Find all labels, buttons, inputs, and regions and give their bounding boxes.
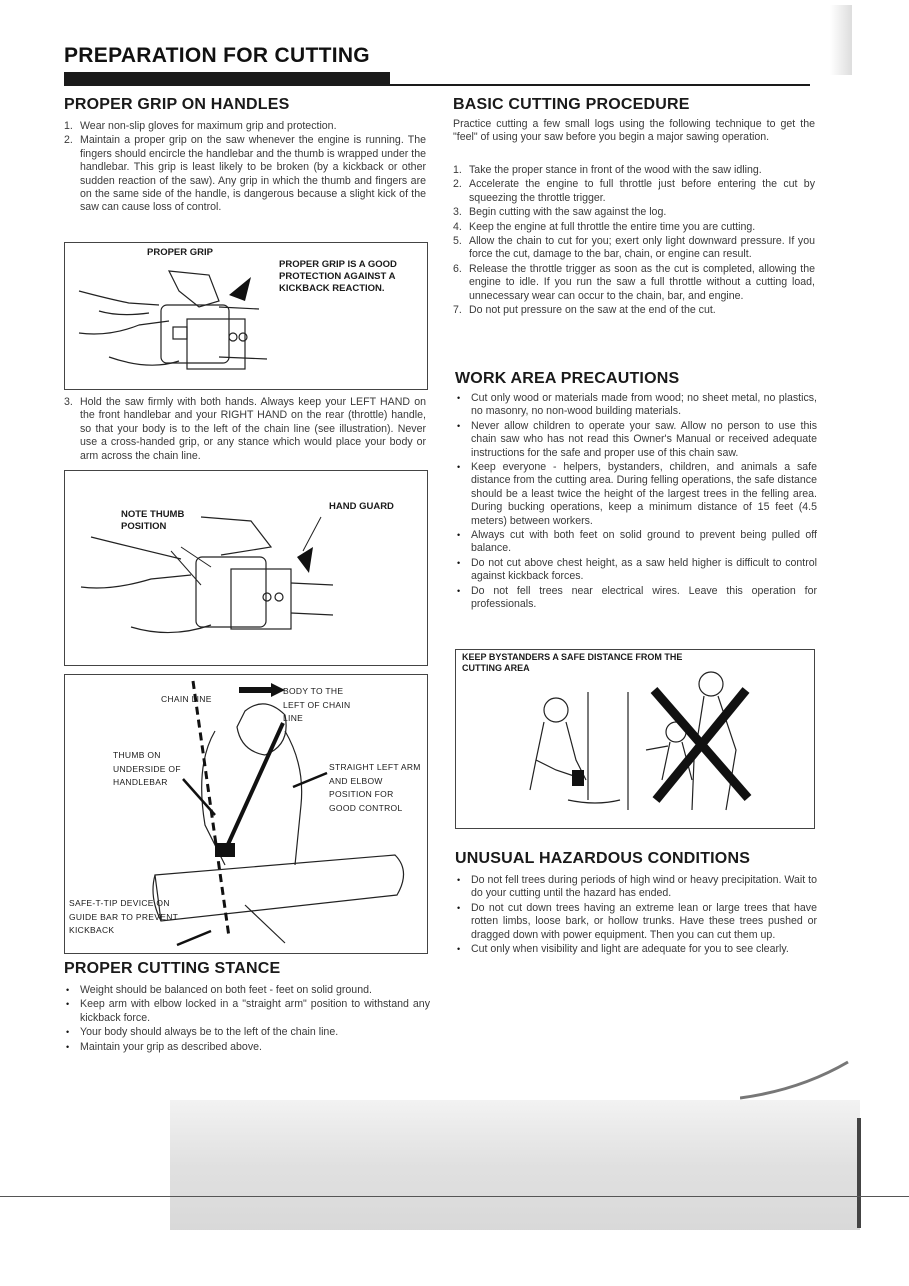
item-number: 7. [453,304,462,317]
item-number: 4. [453,220,462,233]
scan-page-curl [740,1060,850,1100]
item-text: Maintain a proper grip on the saw whenever the engine is running. The fingers should encircle the handlebar and the thumb is wrapped under the handlebar. This grip is least likely to be broken (by a kickback or other sudden reaction of the saw). Any grip in which the thumb and fingers are on the same side of the handle, is dangerous because a slight kick of the saw can cause loss of control. [80,134,426,214]
grip-list-continued [64,396,426,464]
item-number: 6. [453,262,462,275]
list-item [64,998,430,1025]
figure-chain-line [64,674,428,954]
item-text: Accelerate the engine to full throttle just before entering the cut by squeezing the throttle trigger. [469,178,815,204]
figure-caption: PROPER GRIP IS A GOOD PROTECTION AGAINST A KICKBACK REACTION. [279,259,397,294]
bystanders-illustration [456,650,814,828]
item-number: 5. [453,235,462,248]
label-hand-guard: HAND GUARD [329,501,394,512]
list-item [453,164,815,177]
bullet-icon: • [457,462,461,473]
list-item [455,557,817,584]
work-area-list [455,392,817,613]
heading-hazardous: UNUSUAL HAZARDOUS CONDITIONS [455,850,751,867]
list-item [455,902,817,942]
item-text: Take the proper stance in front of the wood with the saw idling. [469,164,762,176]
scan-shadow-edge [857,1118,861,1228]
heading-work-area: WORK AREA PRECAUTIONS [455,370,680,387]
item-text: Do not cut down trees having an extreme lean or large trees that have rotten limbs, loose bark, or hollow trunks. Have these trees pushed or dragged down with power equipment. Then you can cut them up. [471,901,817,941]
label-thumb-position: NOTE THUMB POSITION [121,509,185,532]
chain-line-illustration [65,675,427,953]
label-straight-arm: STRAIGHT LEFT ARM AND ELBOW POSITION FOR GOOD CONTROL [329,762,421,813]
list-item [453,304,815,317]
bullet-icon: • [457,585,461,596]
bullet-icon: • [66,985,70,995]
heading-proper-grip: PROPER GRIP ON HANDLES [64,96,290,113]
chainsaw-grip-illustration [69,261,279,385]
basic-intro [453,118,815,145]
item-text: Always cut with both feet on solid ground to prevent being pulled off balance. [471,529,817,555]
list-item [455,420,817,460]
list-item [455,529,817,556]
page-bottom-rule [0,1196,909,1197]
hazard-list [455,874,817,957]
figure-bystanders [455,649,815,829]
item-number: 3. [64,396,73,408]
list-item [453,263,815,303]
item-text: Do not fell trees during periods of high wind or heavy precipitation. Wait to do your cutting until the hazard has ended. [471,874,817,900]
item-text: Your body should always be to the left of the chain line. [80,1026,339,1039]
bullet-icon: • [457,393,461,403]
item-text: Hold the saw firmly with both hands. Always keep your LEFT HAND on the front handlebar and your RIGHT HAND on the rear (throttle) handle, so that your body is to the left of the chain line (see illustration). Never use a cross-handed grip, or any stance which would place your body or arm across the chain line. [80,396,426,462]
item-number: 3. [453,206,462,219]
label-chain-line: CHAIN LINE [161,694,212,704]
scan-shadow-strip [170,1100,860,1230]
item-text: Begin cutting with the saw against the log. [469,206,667,219]
bullet-icon: • [457,875,461,885]
item-text: Do not put pressure on the saw at the end of the cut. [469,304,716,317]
item-text: Release the throttle trigger as soon as the cut is completed, allowing the engine to idle. If you run the saw a full throttle without a cutting load, unnecessary wear can occur to the chain, bar, and engine. [469,262,815,302]
title-bar [64,72,390,86]
list-item [455,585,817,612]
list-item [64,120,426,133]
figure-proper-grip [64,242,428,390]
item-number: 2. [453,178,462,191]
item-text: Keep everyone - helpers, bystanders, children, and animals a safe distance from the cutting area. During felling operations, the safe distance should be a least twice the height of the largest trees in the felling area. During bucking operations, keep a minimum distance of 15 feet (4.5 meters) between workers. [471,461,817,527]
heading-basic-cutting: BASIC CUTTING PROCEDURE [453,96,690,113]
item-text: Do not fell trees near electrical wires. Leave this operation for professionals. [471,584,817,611]
item-text: Keep arm with elbow locked in a "straight arm" position to withstand any kickback force. [80,998,430,1024]
item-text: Do not cut above chest height, as a saw held higher is difficult to control against kickback forces. [471,556,817,583]
list-item [455,943,817,956]
heading-cutting-stance: PROPER CUTTING STANCE [64,960,281,977]
bullet-icon: • [457,420,461,431]
bullet-icon: • [457,530,461,541]
page-title: PREPARATION FOR CUTTING [64,44,370,67]
label-safe-t-tip: SAFE-T-TIP DEVICE ON GUIDE BAR TO PREVENT KICKBACK [69,898,178,935]
bullet-icon: • [66,1027,70,1038]
bullet-icon: • [66,999,70,1010]
list-item [453,178,815,205]
list-item [64,984,430,997]
intro-text: Practice cutting a few small logs using the following technique to get the "feel" of using your saw before you begin a major sawing operation. [453,118,815,144]
list-item [453,221,815,234]
list-item [64,1026,430,1039]
bullet-icon: • [457,902,461,913]
list-item [455,392,817,419]
item-text: Cut only wood or materials made from wood; no sheet metal, no plastics, no masonry, no non-wood building materials. [471,392,817,418]
bullet-icon: • [457,557,461,568]
item-number: 1. [453,164,462,176]
bullet-icon: • [66,1041,70,1052]
item-text: Never allow children to operate your saw. Allow no person to use this chain saw who has not read this Owner's Manual or received adequate instructions for the safe and proper use of this chain saw. [471,419,817,459]
item-text: Keep the engine at full throttle the entire time you are cutting. [469,220,756,233]
figure-hand-guard [64,470,428,666]
scan-corner-shade [830,5,852,75]
bullet-icon: • [457,944,461,955]
figure-caption: KEEP BYSTANDERS A SAFE DISTANCE FROM THE CUTTING AREA [462,652,683,673]
basic-list [453,164,815,318]
item-text: Wear non-slip gloves for maximum grip and protection. [80,120,337,132]
list-item [64,1041,430,1054]
item-text: Allow the chain to cut for you; exert only light downward pressure. If you force the cut, damage to the bar, chain, or engine can result. [469,235,815,261]
list-item [64,134,426,214]
chainsaw-thumb-illustration [71,507,341,657]
item-text: Cut only when visibility and light are adequate for you to see clearly. [471,943,789,956]
title-rule [390,84,810,86]
item-number: 2. [64,134,73,147]
list-item [64,396,426,463]
stance-list [64,984,430,1055]
grip-list [64,120,426,216]
label-thumb-underside: THUMB ON UNDERSIDE OF HANDLEBAR [113,750,181,787]
list-item [453,206,815,219]
list-item [455,461,817,528]
item-number: 1. [64,120,73,132]
item-text: Weight should be balanced on both feet - feet on solid ground. [80,984,372,996]
item-text: Maintain your grip as described above. [80,1040,262,1053]
figure-title: PROPER GRIP [147,247,213,258]
list-item [455,874,817,901]
list-item [453,235,815,262]
label-body-left: BODY TO THE LEFT OF CHAIN LINE [283,686,351,723]
